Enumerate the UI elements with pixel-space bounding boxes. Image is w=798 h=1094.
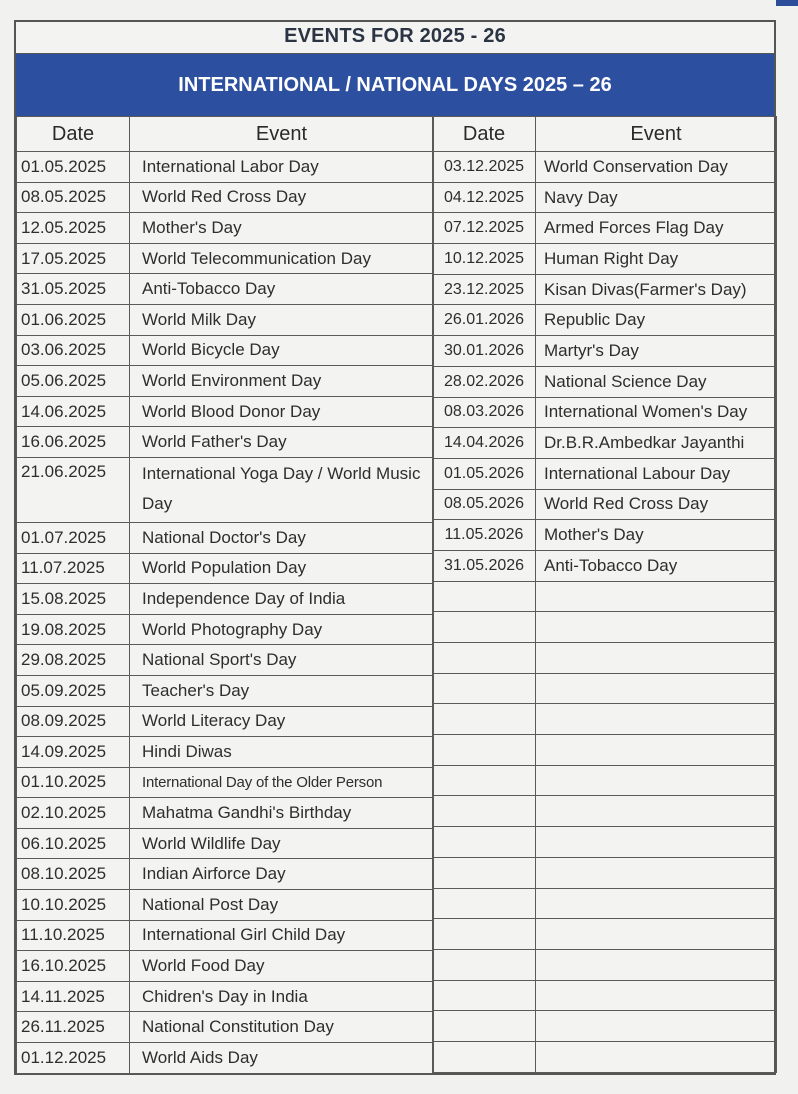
table-row bbox=[433, 796, 777, 827]
event-date bbox=[433, 581, 536, 612]
event-date: 14.06.2025 bbox=[17, 396, 130, 427]
event-name: Indian Airforce Day bbox=[130, 859, 434, 890]
event-date: 08.03.2026 bbox=[433, 397, 536, 428]
event-name bbox=[536, 857, 777, 888]
event-name: World Father's Day bbox=[130, 427, 434, 458]
table-row bbox=[17, 920, 434, 951]
event-date: 01.05.2026 bbox=[433, 458, 536, 489]
event-date: 08.05.2025 bbox=[17, 182, 130, 213]
event-name: World Photography Day bbox=[130, 614, 434, 645]
table-row bbox=[17, 951, 434, 982]
table-row bbox=[433, 336, 777, 367]
table-row bbox=[17, 1043, 434, 1074]
event-date: 16.06.2025 bbox=[17, 427, 130, 458]
event-name bbox=[536, 765, 777, 796]
event-date: 14.04.2026 bbox=[433, 428, 536, 459]
event-name bbox=[536, 980, 777, 1011]
table-row bbox=[433, 489, 777, 520]
event-column-header: Event bbox=[130, 117, 434, 152]
table-row bbox=[17, 614, 434, 645]
table-row bbox=[433, 581, 777, 612]
event-date: 14.09.2025 bbox=[17, 737, 130, 768]
event-date: 08.09.2025 bbox=[17, 706, 130, 737]
event-date: 01.05.2025 bbox=[17, 152, 130, 183]
blue-corner-edge bbox=[776, 0, 798, 6]
table-row bbox=[433, 397, 777, 428]
table-row bbox=[433, 735, 777, 766]
event-name: Republic Day bbox=[536, 305, 777, 336]
table-row bbox=[17, 706, 434, 737]
event-name: Chidren's Day in India bbox=[130, 981, 434, 1012]
event-name bbox=[536, 581, 777, 612]
table-row bbox=[433, 274, 777, 305]
event-date: 07.12.2025 bbox=[433, 213, 536, 244]
table-row bbox=[433, 673, 777, 704]
event-name: World Wildlife Day bbox=[130, 828, 434, 859]
event-name bbox=[536, 888, 777, 919]
table-row bbox=[17, 981, 434, 1012]
event-name: World Telecommunication Day bbox=[130, 243, 434, 274]
table-row bbox=[433, 704, 777, 735]
table-row bbox=[17, 584, 434, 615]
table-row bbox=[17, 274, 434, 305]
event-name: Mother's Day bbox=[536, 520, 777, 551]
event-date: 21.06.2025 bbox=[17, 457, 130, 522]
table-row bbox=[433, 919, 777, 950]
event-date bbox=[433, 857, 536, 888]
date-column-header: Date bbox=[433, 117, 536, 152]
event-name: Independence Day of India bbox=[130, 584, 434, 615]
table-row bbox=[433, 550, 777, 581]
table-row bbox=[17, 457, 434, 522]
event-name: Hindi Diwas bbox=[130, 737, 434, 768]
event-name: Mother's Day bbox=[130, 213, 434, 244]
table-header-row bbox=[17, 117, 434, 152]
event-name: International Women's Day bbox=[536, 397, 777, 428]
table-row bbox=[17, 243, 434, 274]
event-name: Anti-Tobacco Day bbox=[130, 274, 434, 305]
table-row bbox=[433, 827, 777, 858]
table-row bbox=[433, 428, 777, 459]
event-date: 29.08.2025 bbox=[17, 645, 130, 676]
event-name bbox=[536, 1011, 777, 1042]
event-date bbox=[433, 704, 536, 735]
event-date: 31.05.2025 bbox=[17, 274, 130, 305]
event-name: National Science Day bbox=[536, 366, 777, 397]
table-row bbox=[17, 213, 434, 244]
event-name bbox=[536, 949, 777, 980]
table-row bbox=[17, 737, 434, 768]
event-name: National Post Day bbox=[130, 890, 434, 921]
event-date: 14.11.2025 bbox=[17, 981, 130, 1012]
event-name: National Constitution Day bbox=[130, 1012, 434, 1043]
event-date: 02.10.2025 bbox=[17, 798, 130, 829]
event-name: World Bicycle Day bbox=[130, 335, 434, 366]
event-date: 30.01.2026 bbox=[433, 336, 536, 367]
table-row bbox=[433, 949, 777, 980]
event-date bbox=[433, 1041, 536, 1072]
table-row bbox=[433, 612, 777, 643]
page-title: EVENTS FOR 2025 - 26 bbox=[14, 20, 776, 54]
event-date: 23.12.2025 bbox=[433, 274, 536, 305]
table-row bbox=[433, 765, 777, 796]
event-name bbox=[536, 643, 777, 674]
table-row bbox=[17, 645, 434, 676]
date-column-header: Date bbox=[17, 117, 130, 152]
event-date: 05.06.2025 bbox=[17, 366, 130, 397]
event-date bbox=[433, 796, 536, 827]
event-name bbox=[536, 1041, 777, 1072]
table-row bbox=[433, 980, 777, 1011]
event-date: 31.05.2026 bbox=[433, 550, 536, 581]
table-row bbox=[17, 152, 434, 183]
table-row bbox=[433, 1041, 777, 1072]
event-name: Kisan Divas(Farmer's Day) bbox=[536, 274, 777, 305]
event-date: 05.09.2025 bbox=[17, 675, 130, 706]
event-date: 11.07.2025 bbox=[17, 553, 130, 584]
event-date: 06.10.2025 bbox=[17, 828, 130, 859]
event-date bbox=[433, 1011, 536, 1042]
left-events-table bbox=[16, 116, 434, 1074]
event-name: World Red Cross Day bbox=[536, 489, 777, 520]
event-date: 26.01.2026 bbox=[433, 305, 536, 336]
event-date: 01.10.2025 bbox=[17, 767, 130, 798]
event-date: 17.05.2025 bbox=[17, 243, 130, 274]
table-row bbox=[433, 213, 777, 244]
table-row bbox=[17, 553, 434, 584]
event-date: 15.08.2025 bbox=[17, 584, 130, 615]
event-name: World Literacy Day bbox=[130, 706, 434, 737]
table-row bbox=[17, 859, 434, 890]
table-row bbox=[433, 152, 777, 183]
event-name bbox=[536, 612, 777, 643]
event-name: World Aids Day bbox=[130, 1043, 434, 1074]
event-name: Anti-Tobacco Day bbox=[536, 550, 777, 581]
event-date bbox=[433, 949, 536, 980]
event-name: Armed Forces Flag Day bbox=[536, 213, 777, 244]
table-row bbox=[17, 675, 434, 706]
table-row bbox=[17, 335, 434, 366]
table-row bbox=[433, 643, 777, 674]
event-date: 11.10.2025 bbox=[17, 920, 130, 951]
event-name bbox=[536, 919, 777, 950]
right-events-table bbox=[432, 116, 777, 1073]
table-row bbox=[17, 828, 434, 859]
event-date bbox=[433, 919, 536, 950]
event-date: 01.12.2025 bbox=[17, 1043, 130, 1074]
event-date bbox=[433, 888, 536, 919]
event-date bbox=[433, 612, 536, 643]
table-row bbox=[17, 1012, 434, 1043]
event-date: 19.08.2025 bbox=[17, 614, 130, 645]
section-banner: INTERNATIONAL / NATIONAL DAYS 2025 – 26 bbox=[16, 54, 774, 116]
event-date: 16.10.2025 bbox=[17, 951, 130, 982]
event-date: 03.12.2025 bbox=[433, 152, 536, 183]
event-name: World Environment Day bbox=[130, 366, 434, 397]
event-name: World Population Day bbox=[130, 553, 434, 584]
event-name bbox=[536, 735, 777, 766]
event-date bbox=[433, 735, 536, 766]
table-header-row bbox=[433, 117, 777, 152]
table-row bbox=[433, 520, 777, 551]
event-name: World Red Cross Day bbox=[130, 182, 434, 213]
event-date: 03.06.2025 bbox=[17, 335, 130, 366]
event-name: National Doctor's Day bbox=[130, 522, 434, 553]
table-row bbox=[17, 396, 434, 427]
event-date: 10.12.2025 bbox=[433, 244, 536, 275]
event-name bbox=[536, 704, 777, 735]
table-row bbox=[17, 767, 434, 798]
event-date bbox=[433, 643, 536, 674]
event-date: 01.07.2025 bbox=[17, 522, 130, 553]
table-row bbox=[17, 427, 434, 458]
event-date: 08.05.2026 bbox=[433, 489, 536, 520]
event-name: World Milk Day bbox=[130, 304, 434, 335]
event-date bbox=[433, 827, 536, 858]
event-name bbox=[536, 796, 777, 827]
event-name bbox=[536, 673, 777, 704]
event-name: Human Right Day bbox=[536, 244, 777, 275]
event-name: International Labour Day bbox=[536, 458, 777, 489]
event-name: World Conservation Day bbox=[536, 152, 777, 183]
event-column-header: Event bbox=[536, 117, 777, 152]
event-date: 08.10.2025 bbox=[17, 859, 130, 890]
event-date: 26.11.2025 bbox=[17, 1012, 130, 1043]
event-date bbox=[433, 980, 536, 1011]
event-name: Martyr's Day bbox=[536, 336, 777, 367]
event-name: Teacher's Day bbox=[130, 675, 434, 706]
event-name: Dr.B.R.Ambedkar Jayanthi bbox=[536, 428, 777, 459]
event-date: 04.12.2025 bbox=[433, 182, 536, 213]
table-row bbox=[17, 798, 434, 829]
table-row bbox=[17, 182, 434, 213]
table-row bbox=[433, 244, 777, 275]
table-row bbox=[433, 1011, 777, 1042]
event-name: Mahatma Gandhi's Birthday bbox=[130, 798, 434, 829]
event-name bbox=[536, 827, 777, 858]
table-row bbox=[433, 305, 777, 336]
table-row bbox=[17, 366, 434, 397]
event-date: 01.06.2025 bbox=[17, 304, 130, 335]
event-name: World Food Day bbox=[130, 951, 434, 982]
event-date bbox=[433, 765, 536, 796]
event-name: International Girl Child Day bbox=[130, 920, 434, 951]
table-row bbox=[433, 366, 777, 397]
event-date: 12.05.2025 bbox=[17, 213, 130, 244]
table-row bbox=[433, 857, 777, 888]
event-name: National Sport's Day bbox=[130, 645, 434, 676]
table-row bbox=[17, 890, 434, 921]
event-date: 28.02.2026 bbox=[433, 366, 536, 397]
event-date: 11.05.2026 bbox=[433, 520, 536, 551]
event-name: World Blood Donor Day bbox=[130, 396, 434, 427]
table-row bbox=[17, 522, 434, 553]
event-date bbox=[433, 673, 536, 704]
event-name: International Day of the Older Person bbox=[130, 767, 434, 798]
table-row bbox=[433, 458, 777, 489]
event-name: Navy Day bbox=[536, 182, 777, 213]
table-row bbox=[433, 182, 777, 213]
event-name: International Yoga Day / World Music Day bbox=[130, 457, 434, 522]
event-date: 10.10.2025 bbox=[17, 890, 130, 921]
table-row bbox=[433, 888, 777, 919]
event-name: International Labor Day bbox=[130, 152, 434, 183]
table-row bbox=[17, 304, 434, 335]
